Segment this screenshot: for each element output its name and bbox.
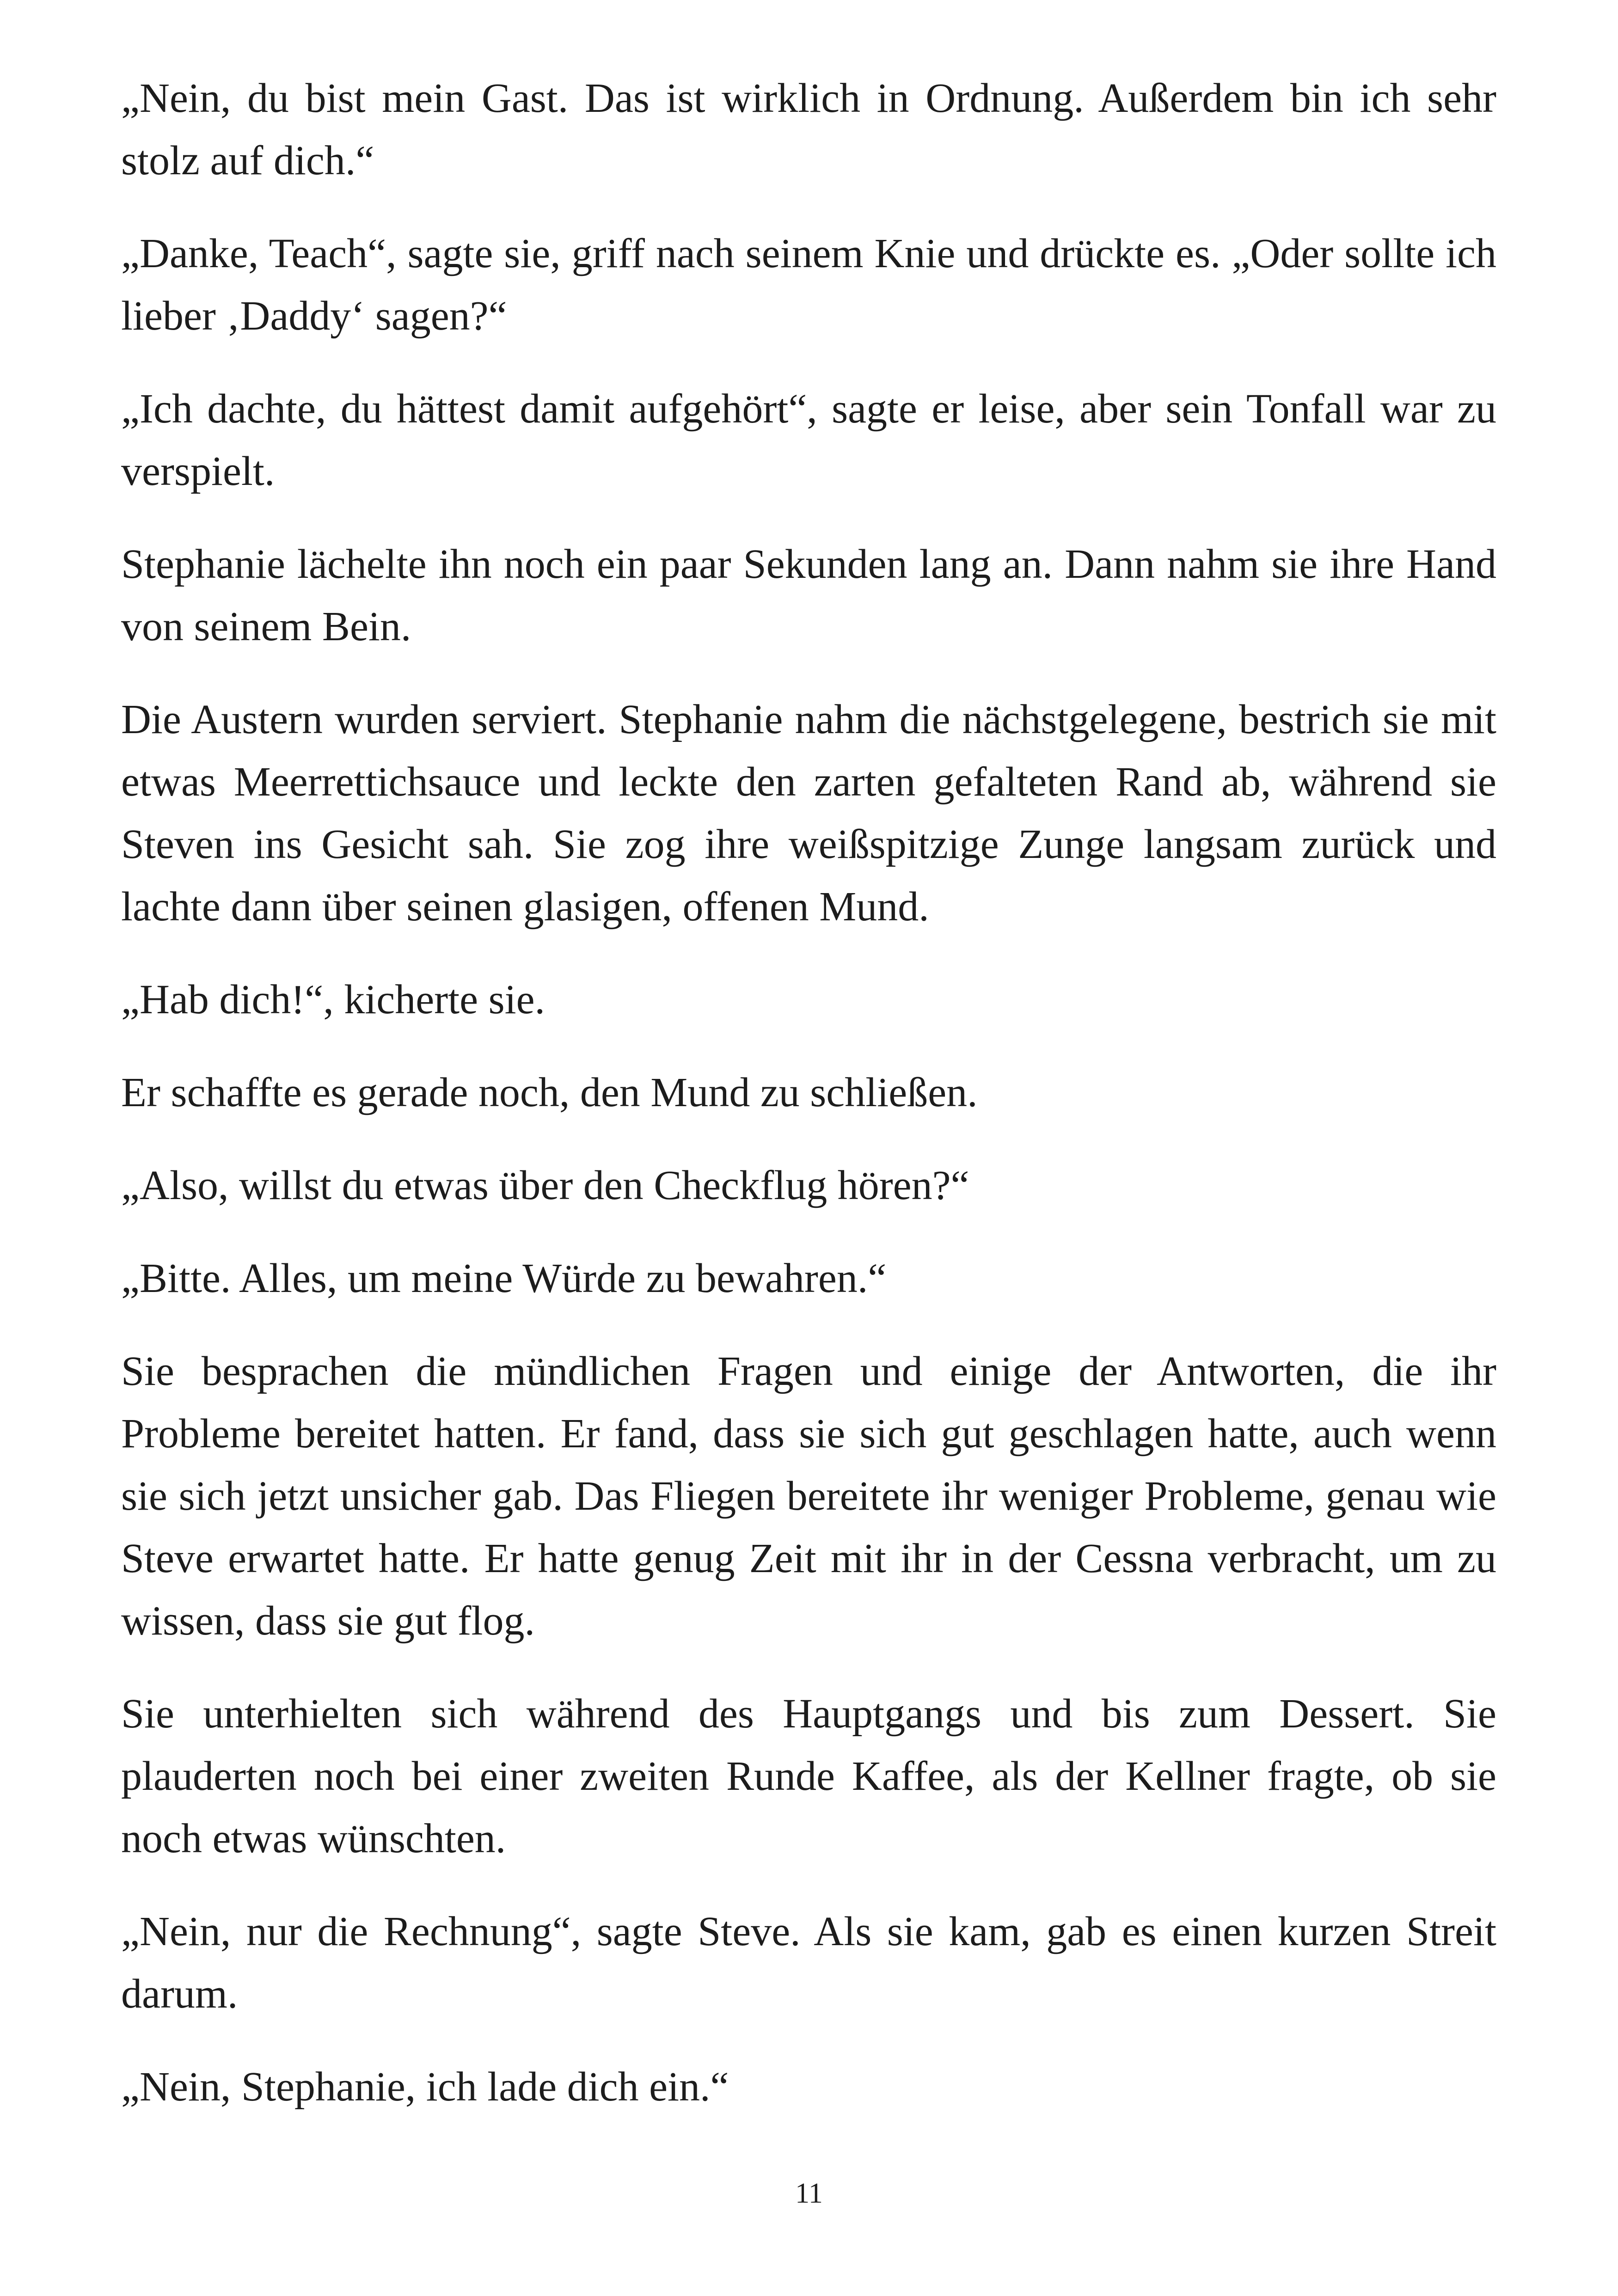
- paragraph: „Nein, nur die Rechnung“, sagte Steve. Als sie kam, gab es einen kurzen Streit darum.: [121, 1909, 1496, 2017]
- paragraph: „Hab dich!“, kicherte sie.: [121, 977, 545, 1022]
- paragraph: „Nein, du bist mein Gast. Das ist wirklich in Ordnung. Außerdem bin ich sehr stolz auf dich.“: [121, 75, 1496, 184]
- body-text: [121, 67, 1496, 2149]
- paragraph: Stephanie lächelte ihn noch ein paar Sekunden lang an. Dann nahm sie ihre Hand von seinem Bein.: [121, 541, 1496, 649]
- paragraph: „Danke, Teach“, sagte sie, griff nach seinem Knie und drückte es. „Oder sollte ich lieber ‚Daddy‘ sagen?“: [121, 231, 1496, 339]
- paragraph: „Nein, Stephanie, ich lade dich ein.“: [121, 2064, 729, 2110]
- paragraph: Die Austern wurden serviert. Stephanie nahm die nächstgelegene, bestrich sie mit etwas Meerrettichsauce und leckte den zarten gefalteten Rand ab, während sie Steven ins Gesicht sah. Sie zog ihre weißspitzige Zunge langsam zurück und lachte dann über seinen glasigen, offenen Mund.: [121, 697, 1496, 930]
- page-number: 11: [795, 2178, 823, 2209]
- paragraph: „Also, willst du etwas über den Checkflug hören?“: [121, 1163, 969, 1208]
- paragraph: „Ich dachte, du hättest damit aufgehört“, sagte er leise, aber sein Tonfall war zu verspielt.: [121, 386, 1496, 494]
- paragraph: Sie besprachen die mündlichen Fragen und einige der Antworten, die ihr Probleme bereitet hatten. Er fand, dass sie sich gut geschlagen hatte, auch wenn sie sich jetzt unsicher gab. Das Fliegen bereitete ihr weniger Probleme, genau wie Steve erwartet hatte. Er hatte genug Zeit mit ihr in der Cessna verbracht, um zu wissen, dass sie gut flog.: [121, 1348, 1496, 1644]
- paragraph: Er schaffte es gerade noch, den Mund zu schließen.: [121, 1070, 978, 1115]
- paragraph: Sie unterhielten sich während des Hauptgangs und bis zum Dessert. Sie plauderten noch bei einer zweiten Runde Kaffee, als der Kellner fragte, ob sie noch etwas wünschten.: [121, 1691, 1496, 1861]
- paragraph: „Bitte. Alles, um meine Würde zu bewahren.“: [121, 1255, 887, 1301]
